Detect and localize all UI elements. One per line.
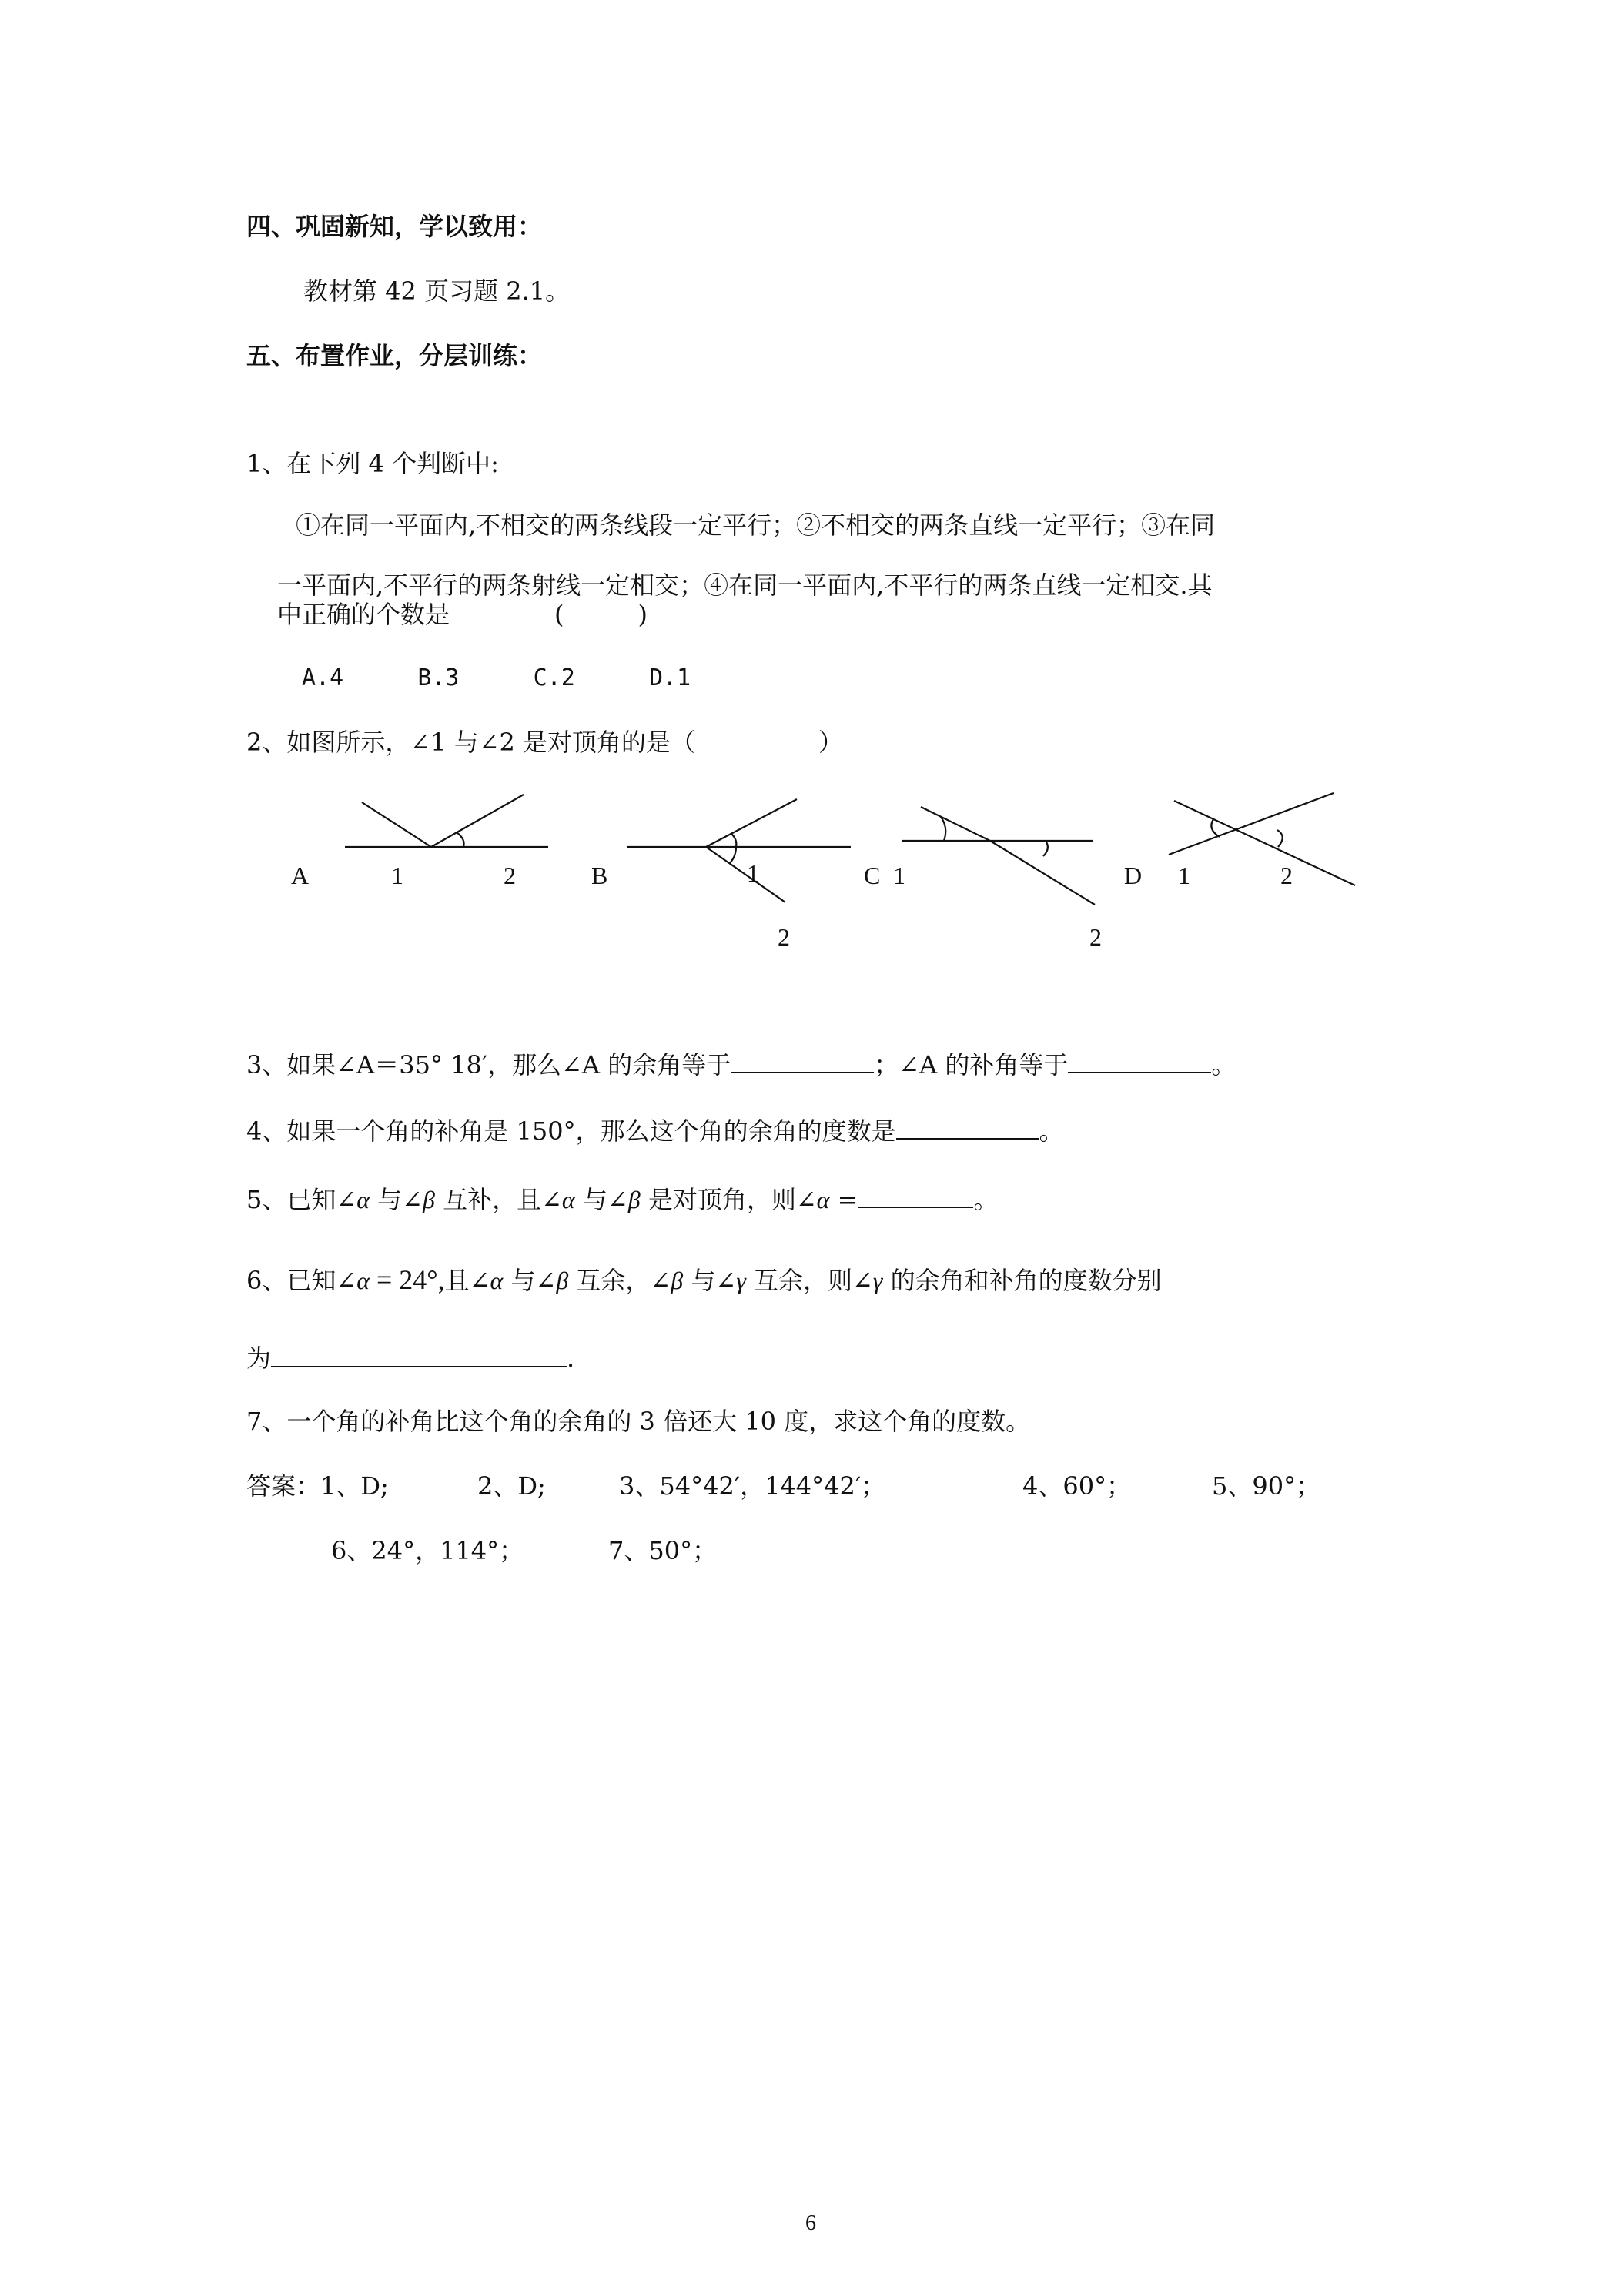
q6-text-3: 与∠	[503, 1266, 557, 1295]
q1-option-b: B.3	[417, 664, 460, 691]
q6-beta: β	[556, 1267, 569, 1294]
q6-alpha: α	[356, 1267, 370, 1294]
q5-text-3: 互补，且∠	[434, 1185, 562, 1214]
q6-text-5: 与∠	[683, 1266, 737, 1295]
answer-6: 6、24°，114°；	[331, 1536, 524, 1565]
q5-text-4: 与∠	[574, 1185, 628, 1214]
section4-text: 教材第 42 页习题 2.1。	[303, 276, 571, 306]
q5-text-6: =	[829, 1185, 858, 1214]
answer-1: 1、D;	[320, 1471, 389, 1501]
q1-options	[302, 664, 691, 691]
q5-text-5: 是对顶角，则∠	[640, 1185, 817, 1214]
figure-b-ray-up	[706, 799, 797, 847]
q6-line1	[246, 1266, 1162, 1294]
figure-a-label-1: 1	[391, 862, 403, 889]
q6-alpha-2: α	[490, 1267, 504, 1294]
q6-gamma-2: γ	[872, 1267, 883, 1294]
q6-text-2: 且∠	[444, 1266, 490, 1295]
answer-2: 2、D;	[477, 1471, 546, 1501]
q3-line	[246, 1052, 1236, 1077]
q6-line2	[246, 1346, 574, 1371]
q6-text-6: 互余，则∠	[745, 1266, 873, 1295]
q5-text-2: 与∠	[369, 1185, 423, 1214]
figure-label-B: B	[591, 862, 608, 889]
q1-option-c: C.2	[533, 664, 575, 691]
q5-line	[246, 1187, 998, 1212]
figure-label-D: D	[1124, 862, 1143, 889]
q3-text-c: 。	[1211, 1050, 1236, 1079]
q3-blank-supplement	[1068, 1052, 1211, 1073]
figure-b-label-2: 2	[778, 923, 790, 951]
figure-b-ray-down	[706, 847, 785, 902]
q1-line2: 一平面内,不平行的两条射线一定相交；④在同一平面内,不平行的两条直线一定相交.其	[277, 571, 1213, 600]
figure-d-angle-arc-2	[1277, 830, 1283, 847]
q1-paren: ( )	[554, 600, 648, 629]
q6-gamma: γ	[736, 1267, 746, 1294]
q6-line2-suffix: .	[567, 1344, 575, 1373]
q1-line1: ①在同一平面内,不相交的两条线段一定平行；②不相交的两条直线一定平行；③在同	[296, 510, 1216, 540]
figure-c-angle-arc-2	[1043, 841, 1048, 856]
section4-heading: 四、巩固新知，学以致用：	[246, 212, 543, 241]
q6-text-7: 的余角和补角的度数分别	[882, 1266, 1162, 1295]
q5-text-1: 5、已知∠	[246, 1185, 357, 1214]
q3-text-a: 3、如果∠A＝35° 18′，那么∠A 的余角等于	[246, 1050, 731, 1079]
figure-b-angle-arc-top	[731, 833, 736, 847]
q3-text-b: ；∠A 的补角等于	[874, 1050, 1069, 1079]
answer-4: 4、60°；	[1022, 1471, 1132, 1501]
figure-label-A: A	[291, 862, 310, 889]
q5-alpha: α	[356, 1186, 370, 1213]
figure-c-lower-ray	[990, 841, 1095, 905]
figure-a-angle-arc	[457, 832, 464, 847]
page-number: 6	[805, 2211, 816, 2235]
figure-d-label-1: 1	[1178, 862, 1190, 889]
q1-line3: 中正确的个数是	[277, 600, 450, 629]
q6-equation: = 24°,	[369, 1264, 445, 1295]
q1-option-d: D.1	[648, 664, 691, 691]
figure-c-label-2: 2	[1089, 923, 1102, 951]
q6-line2-prefix: 为	[246, 1344, 272, 1373]
q1-stem: 1、在下列 4 个判断中:	[246, 449, 499, 478]
figure-d-label-2: 2	[1280, 862, 1293, 889]
q4-text-b: 。	[1039, 1116, 1064, 1146]
q1-option-a: A.4	[302, 664, 344, 691]
q6-blank	[271, 1346, 567, 1367]
q6-text-4: 互余，∠	[568, 1266, 671, 1295]
figure-c-angle-arc-1	[941, 817, 945, 841]
q6-text-1: 6、已知∠	[246, 1266, 357, 1295]
figure-a-ray-right	[431, 795, 524, 847]
answer-5: 5、90°；	[1212, 1471, 1321, 1501]
figure-label-C: C	[864, 862, 881, 889]
figure-b-label-1: 1	[747, 859, 759, 887]
figure-b-angle-arc-bottom	[730, 847, 736, 863]
figure-a-ray-left	[362, 802, 431, 847]
figure-c-label-1: 1	[893, 862, 905, 889]
q5-beta-2: β	[627, 1186, 641, 1213]
answers-label: 答案：	[246, 1471, 321, 1501]
answers-line1	[246, 1471, 389, 1501]
q4-line	[246, 1116, 1064, 1146]
section5-heading: 五、布置作业，分层训练：	[246, 341, 543, 370]
q1-line3-wrap	[277, 602, 450, 627]
q5-text-7: 。	[973, 1185, 999, 1214]
q3-blank-complement	[731, 1052, 874, 1073]
figure-d-line-up	[1169, 793, 1334, 855]
figure-a-label-2: 2	[504, 862, 516, 889]
q4-text-a: 4、如果一个角的补角是 150°，那么这个角的余角的度数是	[246, 1116, 896, 1146]
q5-alpha-2: α	[561, 1186, 575, 1213]
answer-7: 7、50°；	[608, 1536, 718, 1565]
q2-stem: 2、如图所示，∠1 与∠2 是对顶角的是（ ）	[246, 728, 844, 757]
figure-c-upper-ray	[921, 807, 990, 841]
q7-text: 7、一个角的补角比这个角的余角的 3 倍还大 10 度，求这个角的度数。	[246, 1407, 1031, 1436]
q2-figure	[277, 785, 1370, 970]
q4-blank	[896, 1118, 1039, 1140]
q6-beta-2: β	[671, 1267, 684, 1294]
answer-3: 3、54°42′，144°42′；	[619, 1471, 886, 1501]
q5-blank	[858, 1187, 973, 1208]
q5-alpha-3: α	[816, 1186, 830, 1213]
q5-beta: β	[422, 1186, 435, 1213]
